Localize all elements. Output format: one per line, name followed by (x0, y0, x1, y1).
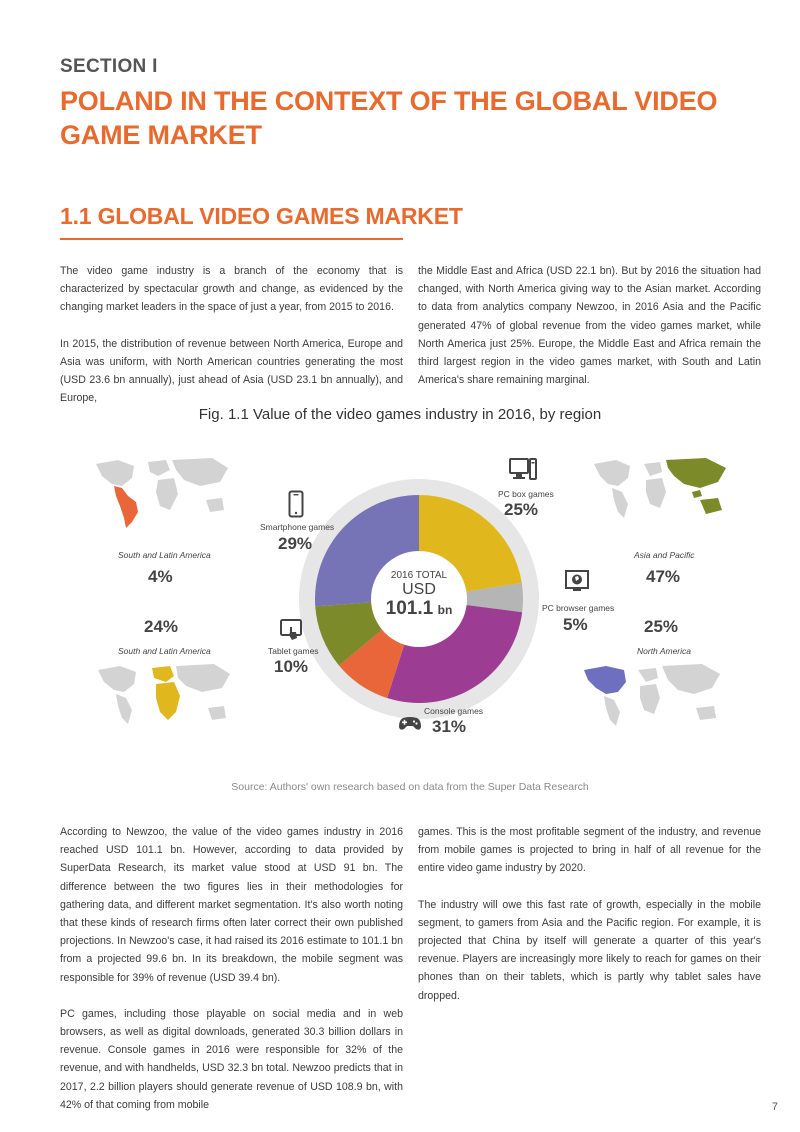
body-right-column (418, 823, 761, 1023)
segment-label-pc-browser: PC browser games (542, 603, 615, 613)
segment-label-console: Console games (424, 706, 484, 716)
world-map-asia-highlight-icon (588, 456, 736, 532)
intro-paragraph: The video game industry is a branch of the economy that is characterized by spectacular growth and change, as evidenced by the changing market leaders in the space of just a year, from 2015 to 2016. (60, 265, 403, 314)
intro-left-column (60, 262, 403, 425)
region-value-north-america: 25% (644, 617, 679, 636)
desktop-computer-icon (508, 456, 538, 484)
section-heading: 1.1 GLOBAL VIDEO GAMES MARKET (60, 203, 463, 229)
segment-label-pc-box (498, 489, 554, 499)
region-name-europe-africa: South and Latin America (118, 646, 211, 656)
region-value-europe-africa: 24% (144, 617, 179, 636)
intro-right-column (418, 262, 761, 407)
body-paragraph: The industry will owe this fast rate of growth, especially in the mobile segment, to gamers from Asia and the Pacific region. For example, it is projected that China by itself will generate a quarter of this year's revenue. Players are increasingly more likely to reach for games on their phones than on their tablets, which is partly why tablet sales have dropped. (418, 898, 761, 1002)
figure-caption: Fig. 1.1 Value of the video games industry in 2016, by region (198, 406, 602, 423)
center-total-label: 2016 TOTAL (390, 570, 448, 581)
intro-paragraph: the Middle East and Africa (USD 22.1 bn). But by 2016 the situation had changed, with North America giving way to the Asian market. According to data from analytics company Newzoo, in 2016 Asia and the Pacific generated 47% of global revenue from the video games market, while North America just 25%. Europe, the Middle East and Africa remain the third largest region in the video games market, with South and Latin America's share remaining marginal. (418, 265, 761, 387)
body-paragraph: PC games, including those playable on social media and in web browsers, as well as digital downloads, generated 30.3 billion dollars in revenue. Console games in 2016 were responsible for 32% of the revenue, and with handhelds, USD 32.3 bn total. Newzoo predicts that in 2017, 2.2 billion players should generate revenue of USD 108.9 bn, with 42% of that coming from mobile (60, 1007, 403, 1111)
center-currency: USD (402, 581, 436, 598)
heading-underline (60, 238, 403, 240)
center-value: 101.1 (385, 598, 434, 619)
world-map-north-america-highlight-icon (580, 662, 730, 738)
region-value-south-latin-america: 4% (148, 567, 173, 586)
tablet-touch-icon (280, 618, 304, 642)
page-title: POLAND IN THE CONTEXT OF THE GLOBAL VIDEO GAME MARKET (60, 86, 718, 150)
intro-paragraph: In 2015, the distribution of revenue between North America, Europe and Asia was uniform, with North American countries generating the most (USD 23.6 bn annually), just ahead of Asia (USD 23.1 bn annually), and Europe, (60, 337, 403, 405)
segment-label-tablet: Tablet games (268, 646, 319, 656)
world-map-europe-africa-highlight-icon (90, 662, 238, 738)
segment-value-tablet: 10% (274, 657, 309, 676)
segment-value-smartphone: 29% (278, 534, 313, 553)
segment-label-smartphone: Smartphone games (260, 522, 335, 532)
gamepad-icon (398, 714, 422, 732)
body-paragraph: According to Newzoo, the value of the video games industry in 2016 reached USD 101.1 bn. However, according to data provided by SuperData Research, its market value stood at USD 91 bn. The difference between the two figures lies in their methodologies for gathering data, and different market segmentation. It's also worth noting that these kinds of research firms often later correct their own published projections. In Newzoo's case, it had raised its 2016 estimate to 101.1 bn from a projected 99.6 bn. In its breakdown, the mobile segment was responsible for 39% of revenue (USD 39.4 bn). (60, 826, 403, 984)
figure-region-chart (0, 440, 800, 775)
region-name-asia-pacific: Asia and Pacific (634, 550, 695, 560)
center-unit: bn (437, 603, 453, 617)
page-number: 7 (771, 1101, 778, 1113)
segment-name: PC box games (498, 489, 554, 499)
smartphone-icon (288, 490, 304, 518)
body-left-column (60, 823, 403, 1132)
segment-value-console: 31% (432, 717, 467, 736)
region-name-north-america: North America (637, 646, 692, 656)
world-map-americas-highlight-icon (88, 456, 236, 532)
section-label: SECTION I (60, 56, 158, 77)
figure-source: Source: Authors' own research based on data from the Super Data Research (231, 781, 589, 793)
region-value-asia-pacific: 47% (646, 567, 681, 586)
region-name-south-latin-america: South and Latin America (118, 550, 211, 560)
segment-value-pc-box: 25% (504, 500, 539, 519)
browser-globe-icon (565, 570, 589, 592)
body-paragraph: games. This is the most profitable segment of the industry, and revenue from mobile games is projected to bring in half of all revenue for the entire video game industry by 2020. (418, 826, 761, 875)
segment-value-pc-browser: 5% (563, 615, 588, 634)
donut-center-label (369, 570, 469, 620)
